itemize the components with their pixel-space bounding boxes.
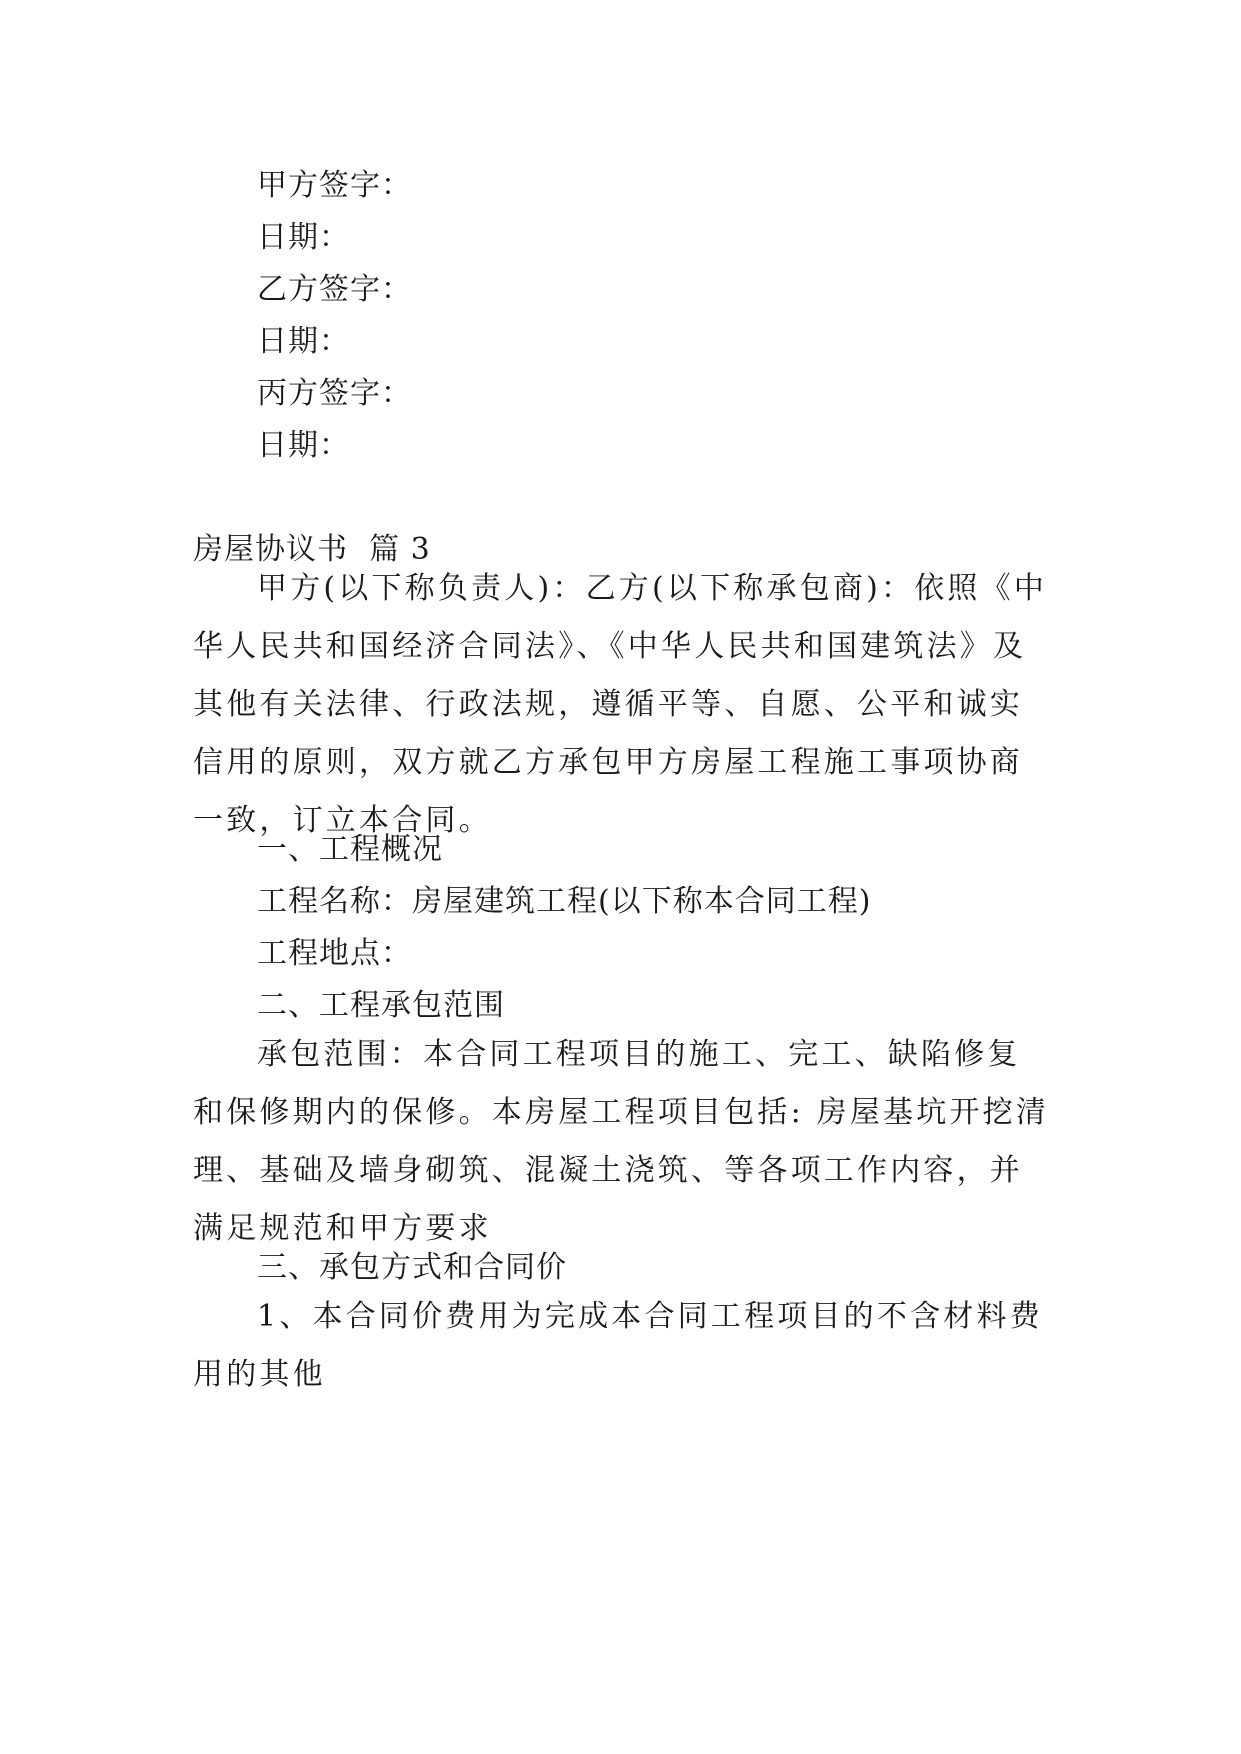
date-label-2: 日期： bbox=[257, 324, 350, 359]
heading-contract-method-price: 三、承包方式和合同价 bbox=[257, 1250, 567, 1285]
intro-paragraph: 甲方(以下称负责人)：乙方(以下称承包商)：依照《中华人民共和国经济合同法》、《中华人民共和国建筑法》及其他有关法律、行政法规，遵循平等、自愿、公平和诚实信用的原则，双方就乙方承包甲方房屋工程施工事项协商一致，订立本合同。 bbox=[193, 571, 1048, 838]
party-a-signature-label: 甲方签字： bbox=[257, 168, 412, 203]
section-title: 房屋协议书 篇 3 bbox=[193, 532, 431, 567]
price-paragraph: 1、本合同价费用为完成本合同工程项目的不含材料费用的其他 bbox=[193, 1299, 1043, 1392]
scope-paragraph: 承包范围：本合同工程项目的施工、完工、缺陷修复和保修期内的保修。本房屋工程项目包括: 房屋基坑开挖清理、基础及墙身砌筑、混凝土浇筑、等各项工作内容，并满足规范和甲方要求 bbox=[193, 1037, 1050, 1246]
date-label-3: 日期： bbox=[257, 428, 350, 463]
date-label-1: 日期： bbox=[257, 220, 350, 255]
heading-contract-scope: 二、工程承包范围 bbox=[257, 988, 505, 1023]
project-location: 工程地点： bbox=[257, 936, 412, 971]
project-name: 工程名称：房屋建筑工程(以下称本合同工程) bbox=[257, 884, 872, 919]
party-c-signature-label: 丙方签字： bbox=[257, 376, 412, 411]
heading-project-overview: 一、工程概况 bbox=[257, 832, 443, 867]
party-b-signature-label: 乙方签字： bbox=[257, 272, 412, 307]
